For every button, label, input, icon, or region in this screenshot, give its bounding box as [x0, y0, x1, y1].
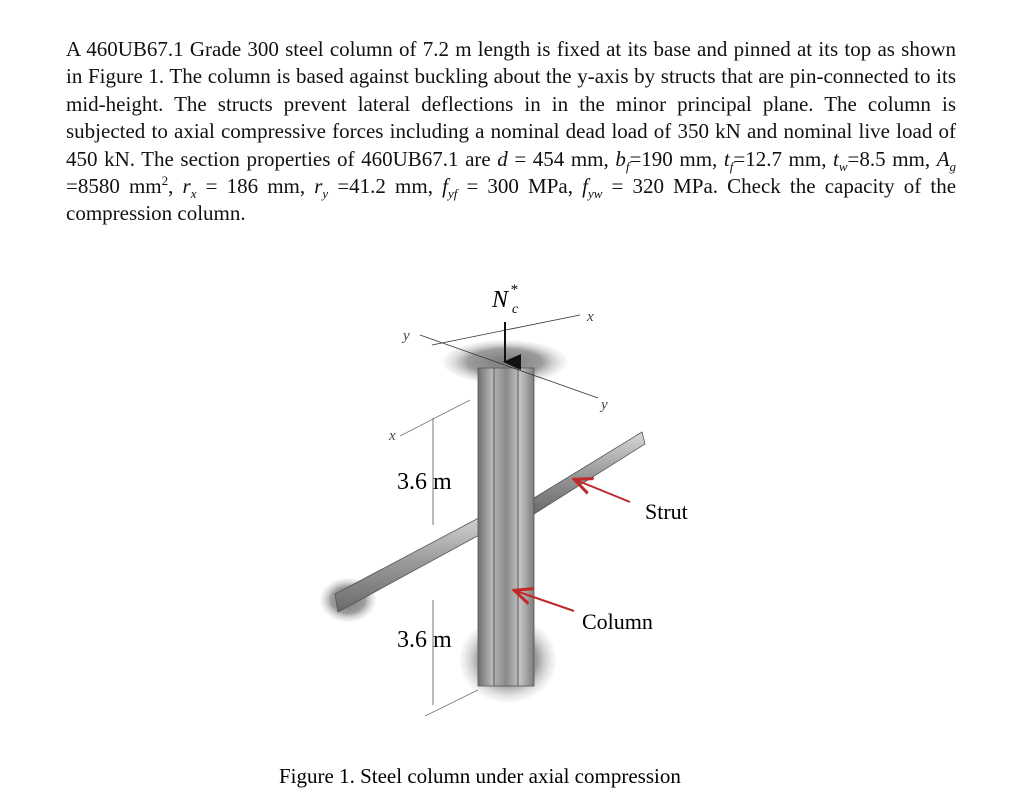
symbol-fyw: f [582, 174, 588, 199]
dim-lower-label: 3.6 m [397, 627, 452, 653]
column-label: Column [582, 609, 653, 634]
axis-x-top-label: x [587, 309, 594, 325]
symbol-fyf: f [442, 174, 448, 199]
figure-caption: Figure 1. Steel column under axial compression [279, 764, 681, 788]
load-label-sub: c [512, 302, 519, 317]
symbol-ag: A [936, 146, 950, 171]
load-label: N [492, 287, 509, 313]
strut-lower [335, 512, 492, 612]
problem-statement: A 460UB67.1 Grade 300 steel column of 7.2 m length is fixed at its base and pinned at its top as shown in Figure 1. The column is based against buckling about the y-axis by structs that are pin-connected to its mid-height. The structs prevent lateral deflections in in the minor principal plane. The column is subjected to axial compressive forces including a nominal dead load of 350 kN and nominal live load of 450 kN. The section properties of 460UB67.1 are d = 454 mm, $b_f=190$ mm, $t_f=12.7$ mm, $t_w=8.5$ mm, $A_g =8580$ $mm^2$, $r_x = 186$ mm, $r_y =41.2$ mm, $f_{yf} = 300$ MPa, $f_{yw} = 320$ MPa. Check the capacity of the compression column. [66, 37, 957, 226]
axis-y-right-label: y [601, 397, 608, 413]
load-label-sup: * [510, 282, 518, 298]
symbol-d: d [497, 146, 508, 171]
strut-label: Strut [645, 499, 688, 524]
symbol-tw: t [833, 146, 839, 171]
symbol-ry: r [314, 174, 323, 199]
problem-text: A 460UB67.1 Grade 300 steel column of 7.2 m length is fixed at its base and pinned at its top as shown in Figure 1. The column is based against buckling about the y-axis by structs that are pin-connected to its mid-height. The structs prevent lateral deflections in in the minor principal plane. The column is subjected to axial compressive forces including a nominal dead load of 350 kN and nominal live load of 450 kN. The section properties of 460UB67.1 are [66, 37, 956, 171]
symbol-bf: b [615, 146, 626, 171]
axis-x-left-label: x [389, 428, 396, 444]
column [478, 368, 534, 686]
symbol-rx: r [182, 174, 191, 199]
dim-upper-label: 3.6 m [397, 469, 452, 495]
axis-y-top-label: y [403, 328, 410, 344]
symbol-tf: t [723, 146, 730, 171]
strut-leader-arrow [576, 480, 630, 502]
